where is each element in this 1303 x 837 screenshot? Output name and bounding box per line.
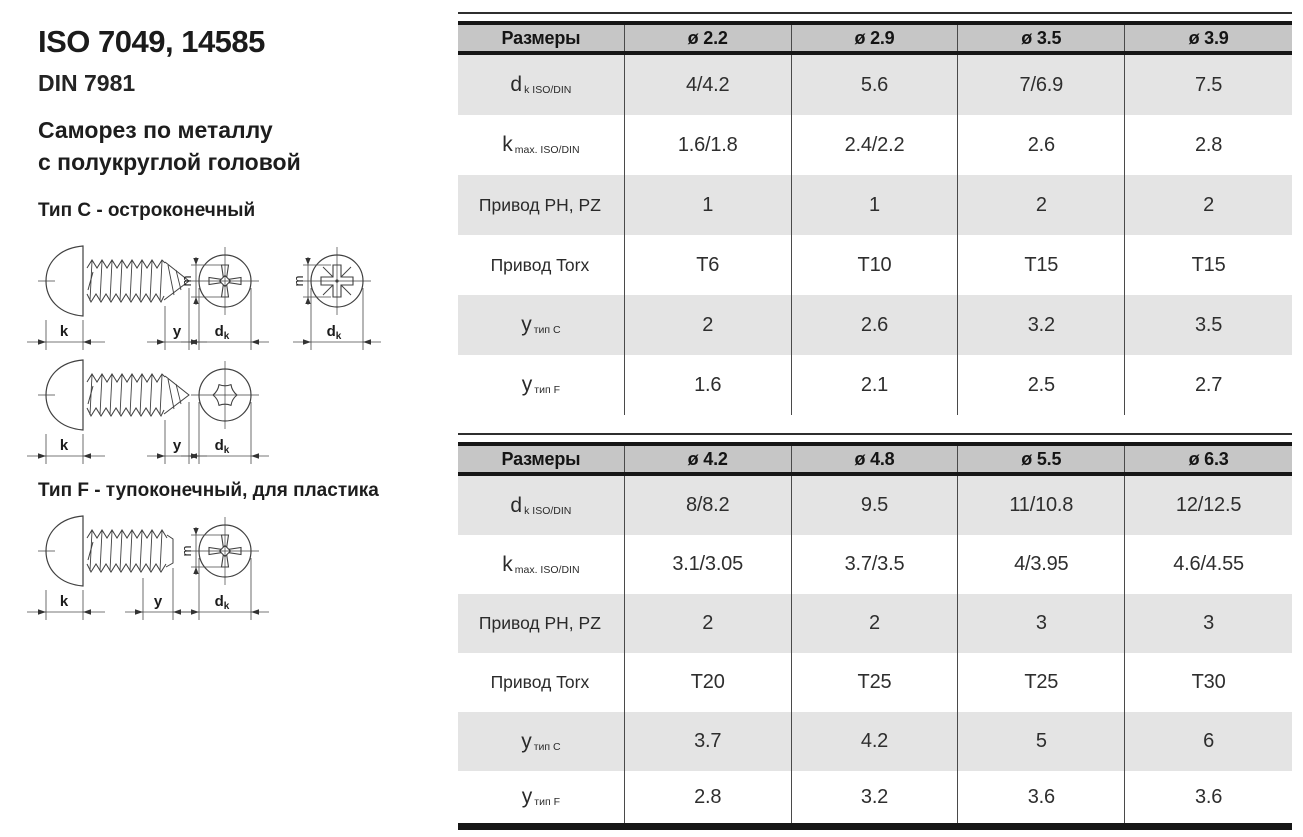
pz-head-top-view bbox=[291, 247, 381, 350]
screw-side-view-pointed bbox=[38, 246, 189, 316]
dim-label-k: k bbox=[59, 323, 69, 340]
table-cell: T20 bbox=[625, 653, 792, 712]
product-name-line2: с полукруглой головой bbox=[38, 149, 301, 175]
table-cell: 3.6 bbox=[958, 771, 1125, 823]
table-header-label: Размеры bbox=[458, 446, 625, 472]
table-cell: 2.8 bbox=[1194, 133, 1223, 156]
table-cell: 2.7 bbox=[1194, 373, 1223, 396]
table-cell: 3.2 bbox=[792, 771, 959, 823]
dim-label-y: y bbox=[172, 323, 182, 340]
table-cell: T6 bbox=[625, 235, 792, 295]
row-label-drive-ph-pz: Привод PH, PZ bbox=[458, 175, 625, 235]
dim-label-dk: d bbox=[326, 323, 336, 340]
size-table-large-diameters bbox=[458, 433, 1292, 830]
table-top-hairline bbox=[458, 433, 1292, 435]
dimension-k bbox=[27, 320, 105, 350]
table-cell: 2.5 bbox=[958, 355, 1125, 415]
dim-label-m: m bbox=[179, 275, 194, 287]
table-cell: 1.6/1.8 bbox=[625, 115, 792, 175]
product-name bbox=[38, 114, 301, 178]
row-label-drive-torx: Привод Torx bbox=[458, 653, 625, 712]
table-cell: 2.8 bbox=[625, 771, 792, 823]
table-cell: 7.5 bbox=[1194, 73, 1223, 96]
table-row-kmax bbox=[458, 115, 1292, 175]
table-cell: 12/12.5 bbox=[1175, 494, 1242, 516]
dim-label-dk: d bbox=[214, 593, 224, 610]
table-cell: 2.4/2.2 bbox=[792, 115, 959, 175]
table-cell: 7/6.9 bbox=[958, 55, 1125, 115]
table-row-y-type-f bbox=[458, 771, 1292, 830]
table-cell: 1.6 bbox=[625, 355, 792, 415]
column-header-d35: ø 3.5 bbox=[958, 25, 1125, 51]
table-cell: T25 bbox=[792, 653, 959, 712]
svg-text:dk bbox=[215, 437, 230, 456]
table-cell: T15 bbox=[1191, 253, 1226, 276]
type-f-screw-drawing-ph bbox=[25, 508, 435, 626]
table-row-y-type-c bbox=[458, 712, 1292, 771]
row-label-y-type-f: у тип F bbox=[458, 771, 625, 823]
dim-label-y: y bbox=[153, 593, 163, 610]
table-cell: 3.5 bbox=[1194, 313, 1223, 336]
table-cell: 3 bbox=[1203, 612, 1215, 634]
row-label-kmax: k max. ISO/DIN bbox=[458, 535, 625, 594]
table-row-drive-torx bbox=[458, 653, 1292, 712]
column-header-d63: ø 6.3 bbox=[1188, 448, 1229, 469]
column-header-d22: ø 2.2 bbox=[625, 25, 792, 51]
table-row-dk bbox=[458, 476, 1292, 535]
table-row-kmax bbox=[458, 535, 1292, 594]
table-cell: 1 bbox=[792, 175, 959, 235]
column-header-d55: ø 5.5 bbox=[958, 446, 1125, 472]
table-row-drive-ph-pz bbox=[458, 175, 1292, 235]
table-row-dk bbox=[458, 55, 1292, 115]
table-cell: 4.2 bbox=[792, 712, 959, 771]
table-gap bbox=[458, 415, 1292, 433]
table-cell: 2 bbox=[1203, 193, 1215, 216]
table-cell: 2 bbox=[792, 594, 959, 653]
row-label-y-type-f: у тип F bbox=[458, 355, 625, 415]
table-cell: 6 bbox=[1203, 730, 1215, 752]
table-cell: 3.2 bbox=[958, 295, 1125, 355]
type-c-screw-drawing-ph-pz bbox=[25, 238, 435, 356]
table-cell: 2 bbox=[958, 175, 1125, 235]
screw-side-view-blunt bbox=[38, 516, 173, 586]
product-name-line1: Саморез по металлу bbox=[38, 117, 273, 143]
row-label-y-type-c: у тип C bbox=[458, 712, 625, 771]
table-cell: 5 bbox=[958, 712, 1125, 771]
row-label-dk: d k ISO/DIN bbox=[458, 476, 625, 535]
dimension-k bbox=[27, 434, 105, 464]
dim-label-dk-sub: k bbox=[223, 445, 230, 456]
table-header-label: Размеры bbox=[458, 25, 625, 51]
din-subtitle: DIN 7981 bbox=[38, 70, 136, 96]
table-row-drive-torx bbox=[458, 235, 1292, 295]
table-cell: 4/3.95 bbox=[958, 535, 1125, 594]
table-row-drive-ph-pz bbox=[458, 594, 1292, 653]
table-cell: 1 bbox=[625, 175, 792, 235]
table-cell: 3.7 bbox=[625, 712, 792, 771]
dimension-y bbox=[147, 402, 207, 464]
table-cell: 2.6 bbox=[792, 295, 959, 355]
table-cell: 2.6 bbox=[958, 115, 1125, 175]
table-cell: T30 bbox=[1191, 671, 1226, 693]
table-cell: 3 bbox=[958, 594, 1125, 653]
torx-head-top-view bbox=[181, 361, 269, 464]
table-row-y-type-f bbox=[458, 355, 1292, 415]
table-cell: T25 bbox=[958, 653, 1125, 712]
svg-text:dk bbox=[327, 323, 342, 342]
dim-label-dk: d bbox=[214, 437, 224, 454]
table-cell: 11/10.8 bbox=[958, 476, 1125, 535]
row-label-drive-torx: Привод Torx bbox=[458, 235, 625, 295]
table-cell: 3.7/3.5 bbox=[792, 535, 959, 594]
dim-label-dk-sub: k bbox=[223, 331, 230, 342]
table-cell: T10 bbox=[792, 235, 959, 295]
ph-head-top-view bbox=[179, 247, 269, 350]
dim-label-dk-sub: k bbox=[223, 601, 230, 612]
dim-label-m: m bbox=[179, 545, 194, 557]
dimension-k bbox=[27, 590, 105, 620]
table-cell: 4.6/4.55 bbox=[1173, 553, 1244, 575]
dim-label-dk-sub: k bbox=[335, 331, 342, 342]
dim-label-dk: d bbox=[214, 323, 224, 340]
row-label-dk: d k ISO/DIN bbox=[458, 55, 625, 115]
table-cell: 3.6 bbox=[1194, 785, 1223, 808]
column-header-d42: ø 4.2 bbox=[625, 446, 792, 472]
row-label-drive-ph-pz: Привод PH, PZ bbox=[458, 594, 625, 653]
table-cell: 5.6 bbox=[792, 55, 959, 115]
table-cell: 8/8.2 bbox=[625, 476, 792, 535]
type-c-heading: Тип C - остроконечный bbox=[38, 200, 256, 221]
table-cell: T15 bbox=[958, 235, 1125, 295]
table-row-y-type-c bbox=[458, 295, 1292, 355]
dim-label-k: k bbox=[59, 437, 69, 454]
table-top-hairline bbox=[458, 12, 1292, 14]
row-label-kmax: k max. ISO/DIN bbox=[458, 115, 625, 175]
column-header-d48: ø 4.8 bbox=[792, 446, 959, 472]
left-column bbox=[38, 0, 453, 837]
row-label-y-type-c: у тип C bbox=[458, 295, 625, 355]
size-table-small-diameters bbox=[458, 12, 1292, 415]
table-cell: 2 bbox=[625, 295, 792, 355]
column-header-d29: ø 2.9 bbox=[792, 25, 959, 51]
screw-side-view-pointed bbox=[38, 360, 189, 430]
dim-label-m: m bbox=[291, 275, 306, 287]
dim-label-k: k bbox=[59, 593, 69, 610]
svg-text:dk bbox=[215, 593, 230, 612]
table-cell: 2.1 bbox=[792, 355, 959, 415]
table-header-row bbox=[458, 21, 1292, 55]
column-header-d39: ø 3.9 bbox=[1188, 27, 1229, 48]
dim-label-y: y bbox=[172, 437, 182, 454]
table-cell: 9.5 bbox=[792, 476, 959, 535]
table-header-row bbox=[458, 442, 1292, 476]
table-cell: 4/4.2 bbox=[625, 55, 792, 115]
ph-head-top-view bbox=[179, 517, 269, 620]
type-f-heading: Тип F - тупоконечный, для пластика bbox=[38, 480, 379, 501]
tables-column bbox=[458, 12, 1292, 830]
table-cell: 2 bbox=[625, 594, 792, 653]
type-c-screw-drawing-torx bbox=[25, 352, 435, 470]
table-cell: 3.1/3.05 bbox=[625, 535, 792, 594]
page-title: ISO 7049, 14585 bbox=[38, 24, 265, 59]
svg-text:dk bbox=[215, 323, 230, 342]
